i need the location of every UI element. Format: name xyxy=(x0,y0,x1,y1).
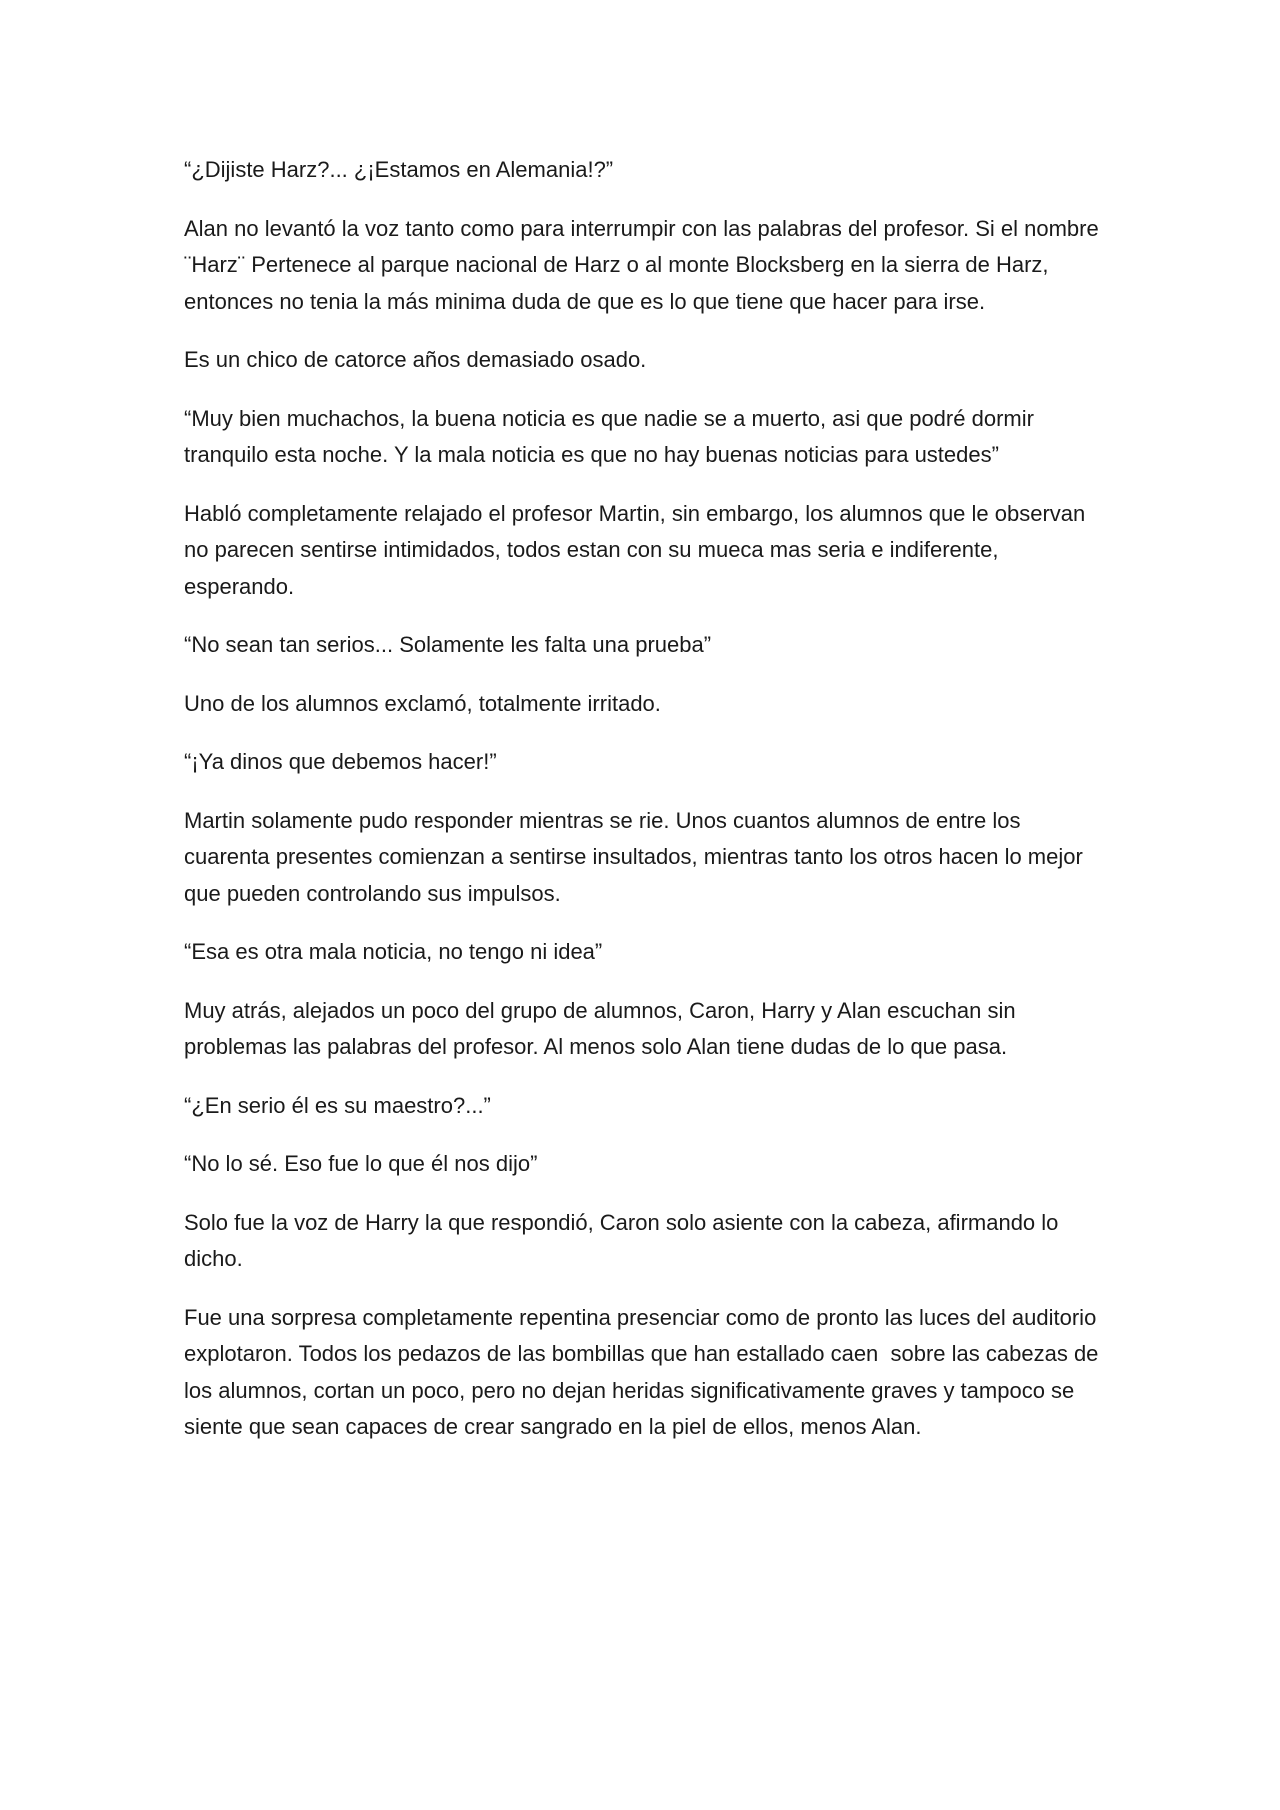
paragraph: “¿Dijiste Harz?... ¿¡Estamos en Alemania!?” xyxy=(184,157,614,182)
paragraph: “No lo sé. Eso fue lo que él nos dijo” xyxy=(184,1151,538,1176)
paragraph: Fue una sorpresa completamente repentina presenciar como de pronto las luces del auditorio explotaron. Todos los pedazos de las bombillas que han estallado caen sobre las cabezas de los alumnos, cortan un poco, pero no dejan heridas significativamente graves y tampoco se siente que sean capaces de crear sangrado en la piel de ellos, menos Alan. xyxy=(184,1304,1105,1439)
paragraph: Solo fue la voz de Harry la que respondió, Caron solo asiente con la cabeza, afirmando lo dicho. xyxy=(184,1209,1065,1271)
paragraph: “Esa es otra mala noticia, no tengo ni idea” xyxy=(184,939,603,964)
paragraph: Alan no levantó la voz tanto como para interrumpir con las palabras del profesor. Si el nombre ¨Harz¨ Pertenece al parque nacional de Harz o al monte Blocksberg en la sierra de Harz, entonces no tenia la más minima duda de que es lo que tiene que hacer para irse. xyxy=(184,215,1105,314)
paragraph: Es un chico de catorce años demasiado osado. xyxy=(184,347,647,372)
paragraph: Muy atrás, alejados un poco del grupo de alumnos, Caron, Harry y Alan escuchan sin problemas las palabras del profesor. Al menos solo Alan tiene dudas de lo que pasa. xyxy=(184,997,1022,1059)
paragraph: Uno de los alumnos exclamó, totalmente irritado. xyxy=(184,690,661,716)
paragraph: “No sean tan serios... Solamente les falta una prueba” xyxy=(184,632,712,657)
paragraph: Habló completamente relajado el profesor Martin, sin embargo, los alumnos que le observan no parecen sentirse intimidados, todos estan con su mueca mas seria e indiferente, esperando. xyxy=(184,500,1092,599)
document-body xyxy=(184,152,1104,1468)
paragraph: “¿En serio él es su maestro?...” xyxy=(184,1092,491,1118)
paragraph: Martin solamente pudo responder mientras se rie. Unos cuantos alumnos de entre los cuarenta presentes comienzan a sentirse insultados, mientras tanto los otros hacen lo mejor que pueden controlando sus impulsos. xyxy=(184,807,1089,906)
paragraph: “Muy bien muchachos, la buena noticia es que nadie se a muerto, asi que podré dormir tranquilo esta noche. Y la mala noticia es que no hay buenas noticias para ustedes” xyxy=(184,405,1041,467)
paragraph: “¡Ya dinos que debemos hacer!” xyxy=(184,749,497,774)
